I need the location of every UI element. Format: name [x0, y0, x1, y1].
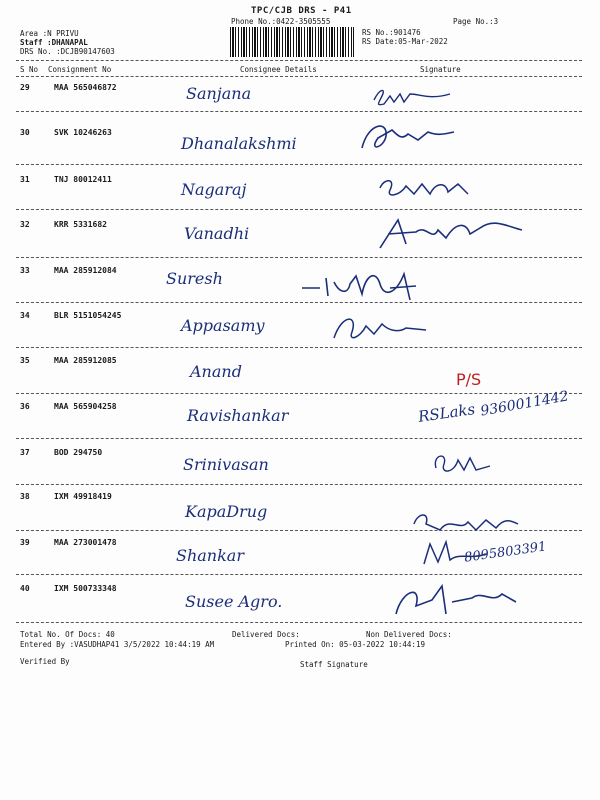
row-consignment: MAA 273001478 — [54, 538, 117, 547]
consignee-name: Susee Agro. — [185, 592, 283, 611]
row-divider — [16, 347, 582, 348]
phone-number: Phone No.:0422-3505555 — [231, 17, 331, 26]
row-consignment: MAA 565904258 — [54, 402, 117, 411]
row-sno: 32 — [20, 220, 30, 229]
consignee-name: Srinivasan — [183, 455, 269, 474]
verified-by: Verified By — [20, 657, 70, 666]
row36-signature: RSLaks — [417, 400, 477, 426]
document-title: TPC/CJB DRS - P41 — [251, 6, 352, 16]
consignee-name: Sanjana — [186, 84, 252, 103]
row-consignment: MAA 285912085 — [54, 356, 117, 365]
row-sno: 39 — [20, 538, 30, 547]
row-sno: 35 — [20, 356, 30, 365]
signature-scribble — [376, 174, 476, 204]
consignee-name: Ravishankar — [187, 406, 289, 425]
consignee-name: Appasamy — [181, 316, 265, 335]
entered-by: Entered By :VASUDHAP41 3/5/2022 10:44:19 AM — [20, 640, 215, 649]
total-docs: Total No. Of Docs: 40 — [20, 630, 115, 639]
row-consignment: KRR 5331682 — [54, 220, 107, 229]
staff-signature: Staff Signature — [300, 660, 368, 669]
row-divider — [16, 164, 582, 165]
signature-scribble — [392, 580, 532, 620]
divider — [16, 76, 582, 77]
col-signature: Signature — [420, 65, 461, 74]
row-consignment: MAA 565046872 — [54, 83, 117, 92]
delivered-docs: Delivered Docs: — [232, 630, 300, 639]
row-divider — [16, 622, 582, 623]
staff-label: Staff :DHANAPAL — [20, 38, 88, 47]
signature-scribble — [370, 82, 460, 112]
row-divider — [16, 111, 582, 112]
row-sno: 40 — [20, 584, 30, 593]
consignee-name: Dhanalakshmi — [181, 134, 297, 153]
page-number: Page No.:3 — [453, 17, 499, 26]
row-sno: 36 — [20, 402, 30, 411]
divider — [16, 60, 582, 61]
signature-scribble — [330, 310, 430, 346]
drs-number: DRS No. :DCJB90147603 — [20, 47, 115, 56]
row-sno: 31 — [20, 175, 30, 184]
consignee-name: Nagaraj — [181, 180, 247, 199]
row-divider — [16, 257, 582, 258]
row39-phone: 8095803391 — [463, 539, 548, 566]
row-sno: 29 — [20, 83, 30, 92]
row-sno: 30 — [20, 128, 30, 137]
rs-date: RS Date:05-Mar-2022 — [362, 37, 448, 46]
row-divider — [16, 438, 582, 439]
consignee-name: Vanadhi — [184, 224, 250, 243]
printed-on: Printed On: 05-03-2022 10:44:19 — [285, 640, 425, 649]
col-consignee: Consignee Details — [240, 65, 317, 74]
consignee-name: Anand — [190, 362, 242, 381]
row-divider — [16, 209, 582, 210]
row-sno: 37 — [20, 448, 30, 457]
row-consignment: IXM 500733348 — [54, 584, 117, 593]
row-consignment: MAA 285912084 — [54, 266, 117, 275]
row36-phone: 9360011442 — [479, 388, 570, 420]
area-label: Area :N PRIVU — [20, 29, 79, 38]
row-consignment: BOD 294750 — [54, 448, 103, 457]
row-divider — [16, 574, 582, 575]
row-sno: 33 — [20, 266, 30, 275]
signature-scribble — [376, 214, 526, 254]
col-consignment: Consignment No — [48, 65, 112, 74]
row-sno: 34 — [20, 311, 30, 320]
consignee-name: KapaDrug — [185, 502, 268, 521]
col-sno: S No — [20, 65, 39, 74]
consignee-name: Shankar — [176, 546, 244, 565]
signature-scribble — [358, 118, 458, 158]
non-delivered-docs: Non Delivered Docs: — [366, 630, 452, 639]
row-sno: 38 — [20, 492, 30, 501]
signature-scribble — [430, 448, 500, 478]
ps-mark: P/S — [456, 370, 482, 389]
consignee-name: Suresh — [166, 269, 223, 288]
row-consignment: IXM 49918419 — [54, 492, 112, 501]
barcode — [230, 27, 354, 57]
signature-scribble — [300, 264, 420, 308]
row-divider — [16, 393, 582, 394]
row-consignment: TNJ 80012411 — [54, 175, 112, 184]
row-divider — [16, 302, 582, 303]
row-consignment: SVK 10246263 — [54, 128, 112, 137]
signature-scribble — [410, 510, 520, 536]
rs-number: RS No.:901476 — [362, 28, 421, 37]
row-divider — [16, 484, 582, 485]
row-consignment: BLR 5151054245 — [54, 311, 122, 320]
